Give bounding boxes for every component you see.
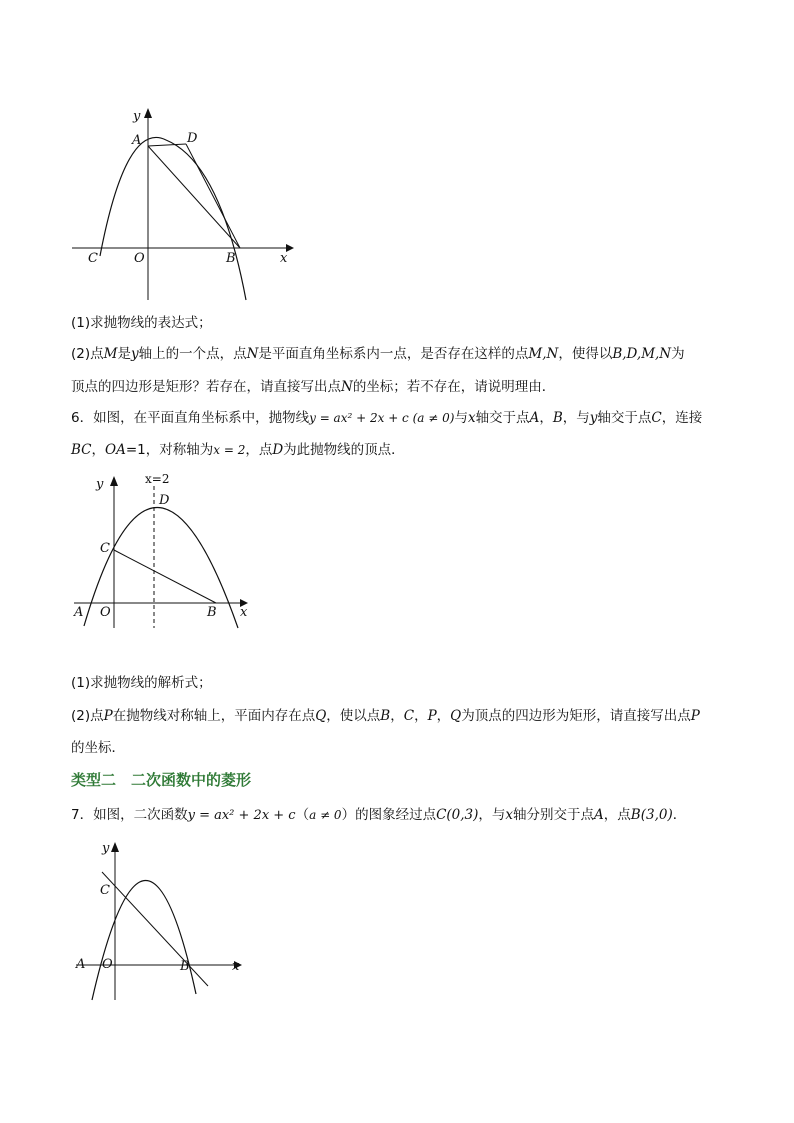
- label-B: B: [226, 251, 236, 266]
- q6-stem-y: y: [589, 410, 598, 426]
- q6-line2-OA: OA: [105, 442, 126, 458]
- figure-1-parabola: [60, 100, 310, 310]
- q6-stem-C: C: [651, 410, 662, 426]
- q5-p2-b: 是: [117, 346, 131, 362]
- q6-stem-A: A: [529, 410, 540, 426]
- segment-DB: [186, 144, 240, 248]
- q5-part-2-line-2: [71, 377, 731, 397]
- q6-stem-f: 轴交于点: [597, 410, 652, 426]
- label-x: x: [232, 959, 240, 974]
- q6-part-1: [71, 673, 731, 693]
- q6-p2-Q2: Q: [450, 708, 462, 724]
- q6-p2-line2: 的坐标．: [71, 740, 125, 756]
- label-y: y: [133, 109, 141, 124]
- q6-p2-B: B: [380, 708, 391, 724]
- y-axis-arrow-icon: [144, 108, 152, 118]
- label-x: x: [240, 605, 248, 620]
- segment-CB: [114, 550, 216, 603]
- parabola-curve: [100, 137, 246, 300]
- q5-p2-N: N: [246, 346, 259, 362]
- q7-stem-a: 7．如图，二次函数: [71, 807, 188, 823]
- q7-stem-f: ，点: [603, 807, 631, 823]
- label-O: O: [134, 251, 145, 266]
- q6-stem-line-2: [71, 440, 731, 460]
- label-axis: x=2: [145, 472, 170, 486]
- label-D: D: [159, 493, 170, 508]
- q6-line2-axis: x = 2: [213, 443, 246, 457]
- label-O: O: [100, 605, 111, 620]
- q6-stem-line-1: [71, 408, 731, 428]
- y-axis-arrow-icon: [110, 476, 118, 486]
- q6-p2-sep3: ，: [436, 708, 451, 724]
- q6-p2-P3: P: [690, 708, 700, 724]
- q6-part-2-line-2: [71, 738, 731, 758]
- q6-p2-Q: Q: [315, 708, 327, 724]
- label-A: A: [74, 605, 84, 620]
- q6-part-1-text: (1)求抛物线的解析式；: [71, 675, 212, 691]
- q7-stem-d: ，与: [478, 807, 506, 823]
- q5-p2-d: 是平面直角坐标系内一点，是否存在这样的点: [258, 346, 529, 362]
- label-B: B: [180, 959, 190, 974]
- q6-line2-D: D: [272, 442, 284, 458]
- label-y: y: [102, 841, 110, 856]
- q5-p2-y: y: [130, 346, 139, 362]
- q7-stem-x: x: [505, 807, 514, 823]
- q7-stem-b: （: [295, 807, 310, 823]
- q5-p2-MN: M,N: [528, 346, 559, 362]
- q5-p2-c: 轴上的一个点，点: [138, 346, 247, 362]
- q6-p2-b: 在抛物线对称轴上，平面内存在点: [112, 708, 316, 724]
- label-B: B: [207, 605, 217, 620]
- q7-stem-C: C(0,3): [436, 807, 479, 823]
- q7-stem-cond: a ≠ 0: [309, 808, 342, 822]
- q6-p2-c: ，使以点: [326, 708, 381, 724]
- q6-p2-P2: P: [427, 708, 437, 724]
- q6-stem-e: ，与: [562, 410, 590, 426]
- q5-p2-a: (2)点: [71, 346, 104, 362]
- q5-p2-line2-a: 顶点的四边形是矩形？若存在，请直接写出点: [71, 379, 341, 395]
- q6-stem-b: 与: [454, 410, 468, 426]
- q6-line2-BC: BC: [71, 442, 92, 458]
- q6-stem-g: ，连接: [661, 410, 703, 426]
- label-D: D: [187, 131, 198, 146]
- label-C: C: [100, 883, 110, 898]
- q6-line2-d: 为此抛物线的顶点．: [283, 442, 405, 458]
- q6-p2-d: 为顶点的四边形为矩形，请直接写出点: [461, 708, 691, 724]
- q7-stem-c: ）的图象经过点: [341, 807, 437, 823]
- q6-stem-eq: y = ax² + 2x + c (a ≠ 0): [309, 411, 455, 425]
- line-CB: [102, 872, 208, 986]
- q6-line2-c: ，点: [245, 442, 273, 458]
- label-A: A: [76, 957, 86, 972]
- q5-p2-BDMN: B,D,M,N: [612, 346, 672, 362]
- q7-stem-B: B(3,0): [630, 807, 673, 823]
- q6-p2-C: C: [403, 708, 415, 724]
- q5-p2-e: ，使得以: [558, 346, 613, 362]
- label-x: x: [280, 251, 288, 266]
- q6-p2-sep1: ，: [390, 708, 404, 724]
- q5-p2-M: M: [103, 346, 118, 362]
- figure-3-parabola: [72, 838, 262, 1008]
- q6-stem-B: B: [552, 410, 563, 426]
- label-C: C: [100, 541, 110, 556]
- q7-stem-A: A: [594, 807, 604, 823]
- q5-part-1: [71, 313, 731, 333]
- q7-stem-eq: y = ax² + 2x + c: [187, 808, 296, 823]
- q7-stem-e: 轴分别交于点: [513, 807, 595, 823]
- figure-2-parabola: [70, 468, 270, 638]
- q6-stem-d: ，: [539, 410, 553, 426]
- q6-line2-b: =1，对称轴为: [125, 442, 214, 458]
- q6-line2-a: ，: [91, 442, 106, 458]
- q5-p2-line2-N: N: [341, 379, 353, 395]
- q6-p2-sep2: ，: [414, 708, 428, 724]
- q6-p2-a: (2)点: [71, 708, 104, 724]
- q6-part-2-line-1: [71, 706, 731, 726]
- q7-stem: [71, 805, 731, 826]
- q6-stem-a: 6．如图，在平面直角坐标系中，抛物线: [71, 410, 310, 426]
- parabola-curve: [92, 880, 196, 1000]
- section-heading: 类型二 二次函数中的菱形: [71, 771, 252, 789]
- q5-part-1-text: (1)求抛物线的表达式；: [71, 315, 212, 331]
- q5-part-2-line-1: [71, 344, 731, 364]
- q6-stem-c: 轴交于点: [475, 410, 530, 426]
- q5-p2-line2-b: 的坐标；若不存在，请说明理由．: [352, 379, 556, 395]
- y-axis-arrow-icon: [111, 842, 119, 852]
- label-O: O: [102, 957, 113, 972]
- label-A: A: [132, 133, 142, 148]
- segment-AD: [148, 144, 186, 146]
- q5-p2-f: 为: [671, 346, 685, 362]
- q6-p2-P: P: [103, 708, 113, 724]
- label-C: C: [88, 251, 98, 266]
- q6-stem-x: x: [467, 410, 476, 426]
- q7-stem-g: ．: [672, 807, 687, 823]
- label-y: y: [96, 477, 104, 492]
